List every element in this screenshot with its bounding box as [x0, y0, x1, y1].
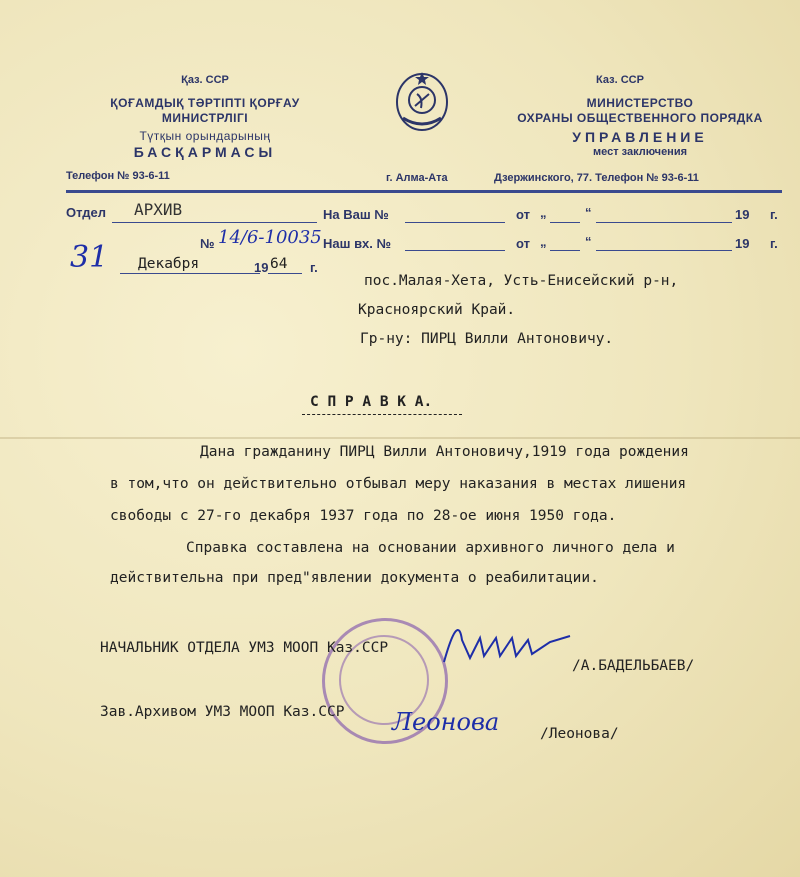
- address-line-3: Гр-ну: ПИРЦ Вилли Антоновичу.: [360, 331, 614, 347]
- header-right-republic: Каз. ССР: [596, 74, 644, 86]
- archive-title: Зав.Архивом УМЗ МООП Каз.ССР: [100, 704, 345, 720]
- header-right-address: Дзержинского, 77. Телефон № 93-6-11: [494, 172, 699, 184]
- g-label-2: г.: [770, 236, 778, 251]
- header-right-ministry-2: ОХРАНЫ ОБЩЕСТВЕННОГО ПОРЯДКА: [517, 110, 763, 125]
- na-vash-line: [405, 222, 505, 223]
- archive-name: /Леонова/: [540, 726, 619, 742]
- header-city: г. Алма-Ата: [386, 172, 448, 184]
- otdel-line: [112, 222, 317, 223]
- header-left-republic: Қаз. ССР: [181, 74, 229, 86]
- year-label-1: 19: [735, 207, 750, 222]
- date-month: Декабря: [138, 256, 200, 272]
- body-line-2: в том,что он действительно отбывал меру наказания в местах лишения: [110, 476, 687, 492]
- nash-vh-line: [405, 250, 505, 251]
- body-line-5: действительна при пред"явлении документа о реабилитации.: [110, 570, 599, 586]
- month-line-2: [596, 250, 732, 251]
- archive-handwritten-signature: Леонова: [392, 708, 500, 736]
- day-line-1: [550, 222, 580, 223]
- year-label-2: 19: [735, 236, 750, 251]
- otdel-label: Отдел: [66, 205, 107, 220]
- body-line-1: Дана гражданину ПИРЦ Вилли Антоновичу,1919 года рождения: [200, 444, 689, 460]
- outgoing-number: 14/6-10035: [218, 227, 322, 248]
- date-year: 64: [270, 256, 288, 272]
- date-year-prefix: 19: [254, 260, 269, 275]
- header-left-ministry-1: ҚОҒАМДЫҚ ТӘРТІПТІ ҚОРҒАУ: [110, 95, 300, 110]
- address-line-2: Красноярский Край.: [358, 302, 516, 318]
- header-right: [510, 74, 770, 160]
- header-rule: [66, 190, 782, 193]
- ot-label-1: от: [516, 207, 530, 222]
- month-line-1: [596, 222, 732, 223]
- quote-close-1: “: [585, 205, 592, 220]
- document-title: С П Р А В К А.: [310, 394, 433, 410]
- quote-close-2: “: [585, 234, 592, 249]
- day-line-2: [550, 250, 580, 251]
- date-year-line: [268, 273, 302, 274]
- chief-name: /А.БАДЕЛЬБАЕВ/: [572, 658, 695, 674]
- quote-open-2: „: [540, 234, 547, 249]
- header-right-dept-2: мест заключения: [592, 146, 688, 159]
- chief-title: НАЧАЛЬНИК ОТДЕЛА УМЗ МООП Каз.ССР: [100, 640, 389, 656]
- chief-signature: [440, 610, 590, 670]
- quote-open-1: „: [540, 205, 547, 220]
- na-vash-label: На Ваш №: [323, 207, 389, 222]
- fold-crease: [0, 437, 800, 439]
- body-line-3: свободы с 27-го декабря 1937 года по 28-ое июня 1950 года.: [110, 508, 617, 524]
- otdel-value: АРХИВ: [134, 200, 183, 219]
- ussr-emblem-icon: [393, 68, 451, 134]
- body-line-4: Справка составлена на основании архивного личного дела и: [186, 540, 675, 556]
- header-left-dept-2: БАСҚАРМАСЫ: [133, 143, 277, 160]
- date-day: 31: [70, 240, 109, 275]
- ot-label-2: от: [516, 236, 530, 251]
- header-left: [100, 74, 310, 161]
- address-line-1: пос.Малая-Хета, Усть-Енисейский р-н,: [364, 273, 679, 289]
- header-left-dept-1: Түтқын орындарының: [139, 128, 271, 143]
- date-g: г.: [310, 260, 318, 275]
- header-left-ministry-2: МИНИСТРЛІГІ: [161, 110, 249, 125]
- header-right-dept-1: УПРАВЛЕНИЕ: [572, 128, 708, 145]
- g-label-1: г.: [770, 207, 778, 222]
- nash-vh-label: Наш вх. №: [323, 236, 392, 251]
- title-underline: [302, 414, 462, 415]
- number-prefix: №: [200, 236, 215, 251]
- header-left-phone: Телефон № 93-6-11: [66, 170, 170, 182]
- date-month-line: [120, 273, 260, 274]
- header-right-ministry-1: МИНИСТЕРСТВО: [586, 95, 694, 110]
